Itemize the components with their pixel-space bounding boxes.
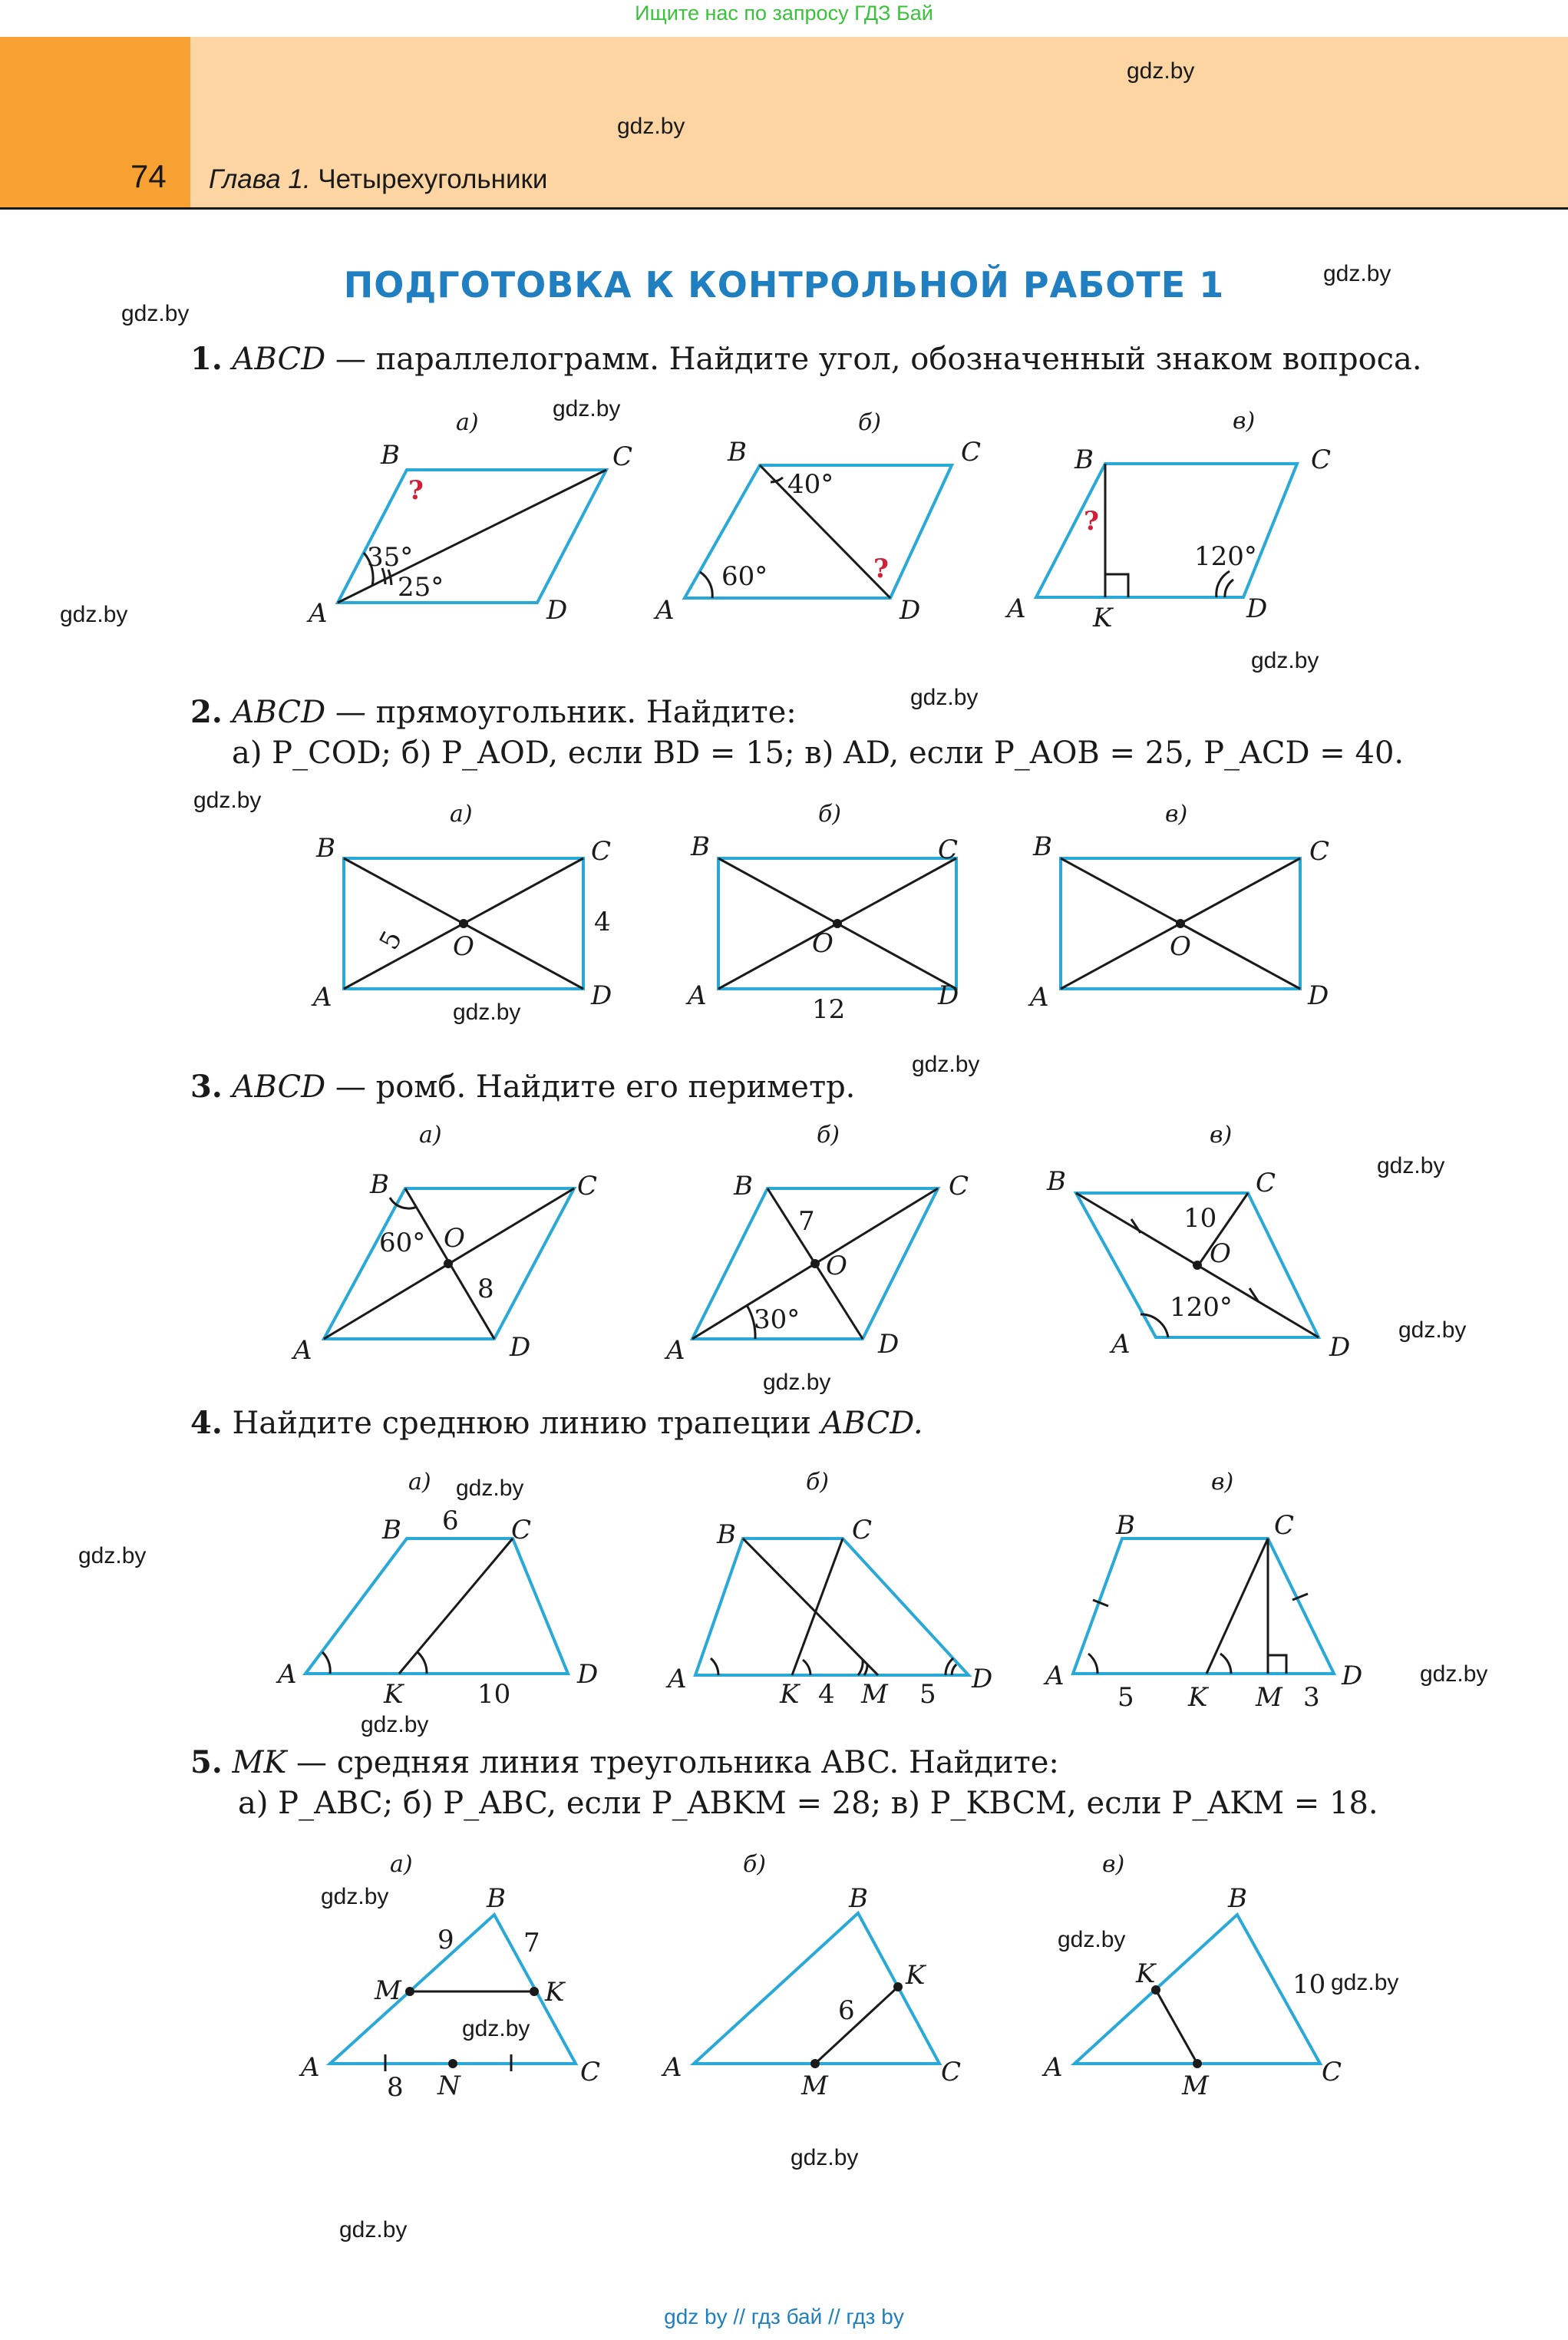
figure-label: A bbox=[313, 982, 332, 1013]
figure-label: D bbox=[1342, 1661, 1363, 1691]
figure-label: A bbox=[1044, 2052, 1063, 2083]
task-subject: ABCD bbox=[232, 342, 326, 377]
watermark: gdz.by bbox=[456, 1476, 524, 1501]
figure-label: C bbox=[852, 1515, 873, 1545]
figure-label: A bbox=[1111, 1329, 1131, 1360]
figure-label: 8 bbox=[477, 1274, 494, 1304]
sub-label: а) bbox=[408, 1469, 431, 1496]
fig4b-trapezoid bbox=[695, 1539, 969, 1675]
figure-label: A bbox=[663, 2052, 682, 2083]
question-mark: ? bbox=[873, 554, 889, 584]
figure-label: A bbox=[278, 1659, 297, 1690]
figure-label: 12 bbox=[812, 994, 846, 1025]
figure-label: 7 bbox=[523, 1928, 540, 1958]
watermark: gdz.by bbox=[78, 1543, 147, 1568]
figure-label: A bbox=[688, 980, 707, 1011]
figure-label: B bbox=[717, 1519, 736, 1550]
sub-label: а) bbox=[450, 801, 473, 828]
page-number: 74 bbox=[130, 158, 167, 194]
task-2-conditions: а) P_COD; б) P_AOD, если BD = 15; в) AD, если P_AOB = 25, P_ACD = 40. bbox=[232, 735, 1405, 771]
watermark: gdz.by bbox=[339, 2217, 408, 2242]
figure-label: C bbox=[1311, 445, 1332, 475]
watermark: gdz.by bbox=[462, 2016, 530, 2041]
figure-label: 5 bbox=[919, 1679, 936, 1710]
watermark: gdz.by bbox=[1377, 1153, 1445, 1178]
figure-label: O bbox=[1170, 931, 1191, 962]
figure-label: B bbox=[734, 1171, 753, 1201]
figure-label: 120° bbox=[1194, 541, 1257, 572]
figure-label: K bbox=[545, 1977, 565, 2008]
figure-label: D bbox=[900, 595, 921, 626]
figure-label: C bbox=[580, 2057, 601, 2087]
section-title: ПОДГОТОВКА К КОНТРОЛЬНОЙ РАБОТЕ 1 bbox=[343, 264, 1225, 306]
figure-label: M bbox=[801, 2071, 828, 2101]
figure-label: K bbox=[1093, 603, 1113, 633]
task-number: 5. bbox=[190, 1744, 223, 1780]
sub-label: а) bbox=[390, 1851, 413, 1878]
figure-label: A bbox=[309, 598, 328, 629]
question-mark: ? bbox=[408, 475, 424, 506]
task-subject: ABCD bbox=[232, 695, 326, 730]
watermark: gdz.by bbox=[910, 685, 979, 710]
sub-figure-labels bbox=[390, 408, 1255, 1878]
watermark: gdz.by bbox=[553, 396, 621, 421]
figure-label: M bbox=[861, 1679, 888, 1710]
watermark: gdz.by bbox=[1323, 261, 1391, 286]
watermark: gdz.by bbox=[1251, 648, 1319, 673]
figure-label: C bbox=[961, 437, 982, 468]
figure-label: 5 bbox=[1117, 1682, 1134, 1713]
watermark: gdz.by bbox=[361, 1712, 429, 1737]
question-mark: ? bbox=[1084, 506, 1099, 537]
figure-label: 6 bbox=[442, 1505, 459, 1536]
task-statement: — параллелограмм. Найдите угол, обозначенный знаком вопроса. bbox=[335, 342, 1422, 377]
figure-label: M bbox=[375, 1975, 401, 2006]
figure-label: K bbox=[1136, 1958, 1156, 1989]
watermark: gdz.by bbox=[1127, 58, 1195, 84]
measure-labels bbox=[367, 469, 1325, 2103]
figure-label: 60° bbox=[721, 561, 768, 592]
task-number: 1. bbox=[190, 341, 223, 377]
sub-label: б) bbox=[818, 801, 842, 828]
figure-label: O bbox=[826, 1251, 847, 1281]
figure-label: D bbox=[510, 1332, 531, 1363]
figure-label: 4 bbox=[594, 907, 611, 937]
figure-label: 25° bbox=[398, 572, 444, 603]
figure-label: C bbox=[941, 2057, 962, 2087]
figure-label: M bbox=[1182, 2071, 1209, 2101]
figure-label: 9 bbox=[437, 1925, 454, 1955]
figure-label: D bbox=[546, 595, 568, 626]
figure-label: D bbox=[972, 1664, 993, 1694]
figure-label: D bbox=[1329, 1332, 1351, 1363]
figure-label: B bbox=[370, 1169, 389, 1200]
task-number: 2. bbox=[190, 694, 223, 730]
sub-label: в) bbox=[1211, 1469, 1234, 1496]
figure-label: B bbox=[691, 831, 710, 862]
figure-label: D bbox=[1246, 593, 1268, 624]
task-statement: — прямоугольник. Найдите: bbox=[335, 695, 797, 730]
watermark: gdz.by bbox=[1058, 1927, 1126, 1952]
watermark: gdz.by bbox=[1420, 1661, 1488, 1687]
task-5-conditions: а) P_ABC; б) P_ABC, если P_ABKM = 28; в) P_KBCM, если P_AKM = 18. bbox=[238, 1786, 1378, 1821]
task-subject: MK bbox=[232, 1745, 287, 1780]
fig4a-trapezoid bbox=[305, 1539, 568, 1674]
watermark: gdz.by bbox=[791, 2145, 859, 2170]
top-search-hint[interactable]: Ищите нас по запросу ГДЗ Бай bbox=[635, 2, 933, 25]
fig4c-trapezoid bbox=[1073, 1539, 1334, 1674]
fig5b-triangle bbox=[694, 1913, 939, 2064]
chapter-label: Глава 1. bbox=[209, 164, 311, 194]
task-number: 4. bbox=[190, 1405, 223, 1441]
figure-label: C bbox=[511, 1515, 532, 1545]
figure-label: C bbox=[591, 836, 612, 867]
figure-label: B bbox=[1228, 1883, 1247, 1914]
sub-label: б) bbox=[743, 1851, 767, 1878]
figure-label: 60° bbox=[379, 1228, 426, 1258]
watermark: gdz.by bbox=[121, 301, 190, 326]
fig1c-parallelogram bbox=[1036, 464, 1297, 597]
watermark: gdz.by bbox=[321, 1884, 389, 1909]
figure-label: C bbox=[1309, 836, 1330, 867]
task-subject: ABCD. bbox=[820, 1406, 923, 1441]
figure-label: 10 bbox=[477, 1679, 511, 1710]
sub-label: а) bbox=[456, 409, 479, 436]
task-subject: ABCD bbox=[232, 1069, 326, 1105]
figure-label: A bbox=[1030, 982, 1049, 1013]
figure-label: A bbox=[655, 595, 675, 626]
watermark: gdz.by bbox=[60, 602, 128, 627]
figure-label: 4 bbox=[818, 1679, 835, 1710]
figure-label: A bbox=[1007, 593, 1026, 624]
watermark: gdz.by bbox=[1398, 1317, 1467, 1343]
watermark: gdz.by bbox=[912, 1052, 980, 1077]
figure-label: 35° bbox=[367, 542, 414, 573]
figure-label: B bbox=[1116, 1510, 1135, 1541]
figure-label: B bbox=[849, 1883, 868, 1914]
watermark: gdz.by bbox=[453, 1000, 521, 1025]
sub-label: в) bbox=[1210, 1122, 1233, 1149]
task-number: 3. bbox=[190, 1069, 223, 1105]
sub-label: б) bbox=[817, 1122, 840, 1149]
figure-label: K bbox=[1188, 1682, 1208, 1713]
chapter-title: Четырехугольники bbox=[318, 164, 548, 194]
figure-label: A bbox=[668, 1664, 687, 1694]
watermark: gdz.by bbox=[1331, 1970, 1399, 1995]
sub-label: в) bbox=[1102, 1851, 1125, 1878]
figure-label: 8 bbox=[387, 2072, 404, 2103]
figure-label: D bbox=[1308, 980, 1329, 1011]
figure-label: C bbox=[1256, 1168, 1276, 1198]
task-statement: — ромб. Найдите его периметр. bbox=[335, 1069, 856, 1105]
figure-label: D bbox=[591, 980, 612, 1011]
figure-label: C bbox=[612, 441, 633, 472]
task-statement: Найдите среднюю линию трапеции bbox=[232, 1406, 811, 1441]
figure-label: K bbox=[384, 1679, 404, 1710]
figure-label: 40° bbox=[787, 469, 834, 500]
figure-label: 3 bbox=[1303, 1682, 1320, 1713]
figure-label: M bbox=[1256, 1682, 1282, 1713]
figure-label: K bbox=[906, 1960, 926, 1991]
figure-label: C bbox=[949, 1171, 969, 1201]
fig5c-triangle bbox=[1074, 1915, 1320, 2064]
watermark: gdz.by bbox=[763, 1370, 831, 1395]
figure-label: C bbox=[1322, 2057, 1342, 2087]
figure-label: D bbox=[938, 980, 959, 1011]
task-statement: — средняя линия треугольника ABC. Найдите: bbox=[296, 1745, 1059, 1780]
sub-label: б) bbox=[806, 1469, 830, 1496]
figure-label: D bbox=[577, 1659, 599, 1690]
figure-label: 10 bbox=[1183, 1203, 1217, 1234]
figure-label: B bbox=[487, 1883, 506, 1914]
sub-label: в) bbox=[1233, 408, 1256, 435]
figure-label: B bbox=[1047, 1166, 1066, 1197]
figure-label: B bbox=[316, 833, 335, 864]
sub-label: в) bbox=[1165, 801, 1188, 828]
figure-label: B bbox=[1033, 831, 1052, 862]
figure-label: C bbox=[938, 835, 959, 865]
figure-label: O bbox=[1210, 1238, 1231, 1269]
figure-label: 30° bbox=[754, 1304, 801, 1335]
footer-links[interactable]: gdz by // гдз бай // гдз by bbox=[664, 2305, 904, 2328]
figure-label: B bbox=[728, 437, 747, 468]
figure-label: 10 bbox=[1292, 1969, 1326, 2000]
figure-label: O bbox=[812, 928, 834, 959]
sub-label: а) bbox=[419, 1122, 442, 1149]
watermark: gdz.by bbox=[193, 788, 262, 813]
figure-label: B bbox=[382, 1515, 401, 1545]
sub-label: б) bbox=[858, 409, 882, 436]
figure-label: A bbox=[1045, 1661, 1065, 1691]
figure-label: 120° bbox=[1170, 1292, 1233, 1323]
figure-label: D bbox=[878, 1329, 900, 1360]
figure-label: N bbox=[437, 2071, 460, 2101]
figure-label: 7 bbox=[798, 1206, 815, 1237]
figure-label: 5 bbox=[373, 925, 409, 955]
figure-label: B bbox=[381, 440, 400, 471]
figure-label: A bbox=[666, 1335, 685, 1366]
figure-label: B bbox=[1074, 445, 1094, 475]
figure-label: C bbox=[1274, 1510, 1295, 1541]
figure-label: 6 bbox=[838, 1995, 855, 2026]
figure-label: A bbox=[301, 2052, 320, 2083]
figure-label: O bbox=[444, 1223, 465, 1254]
figure-label: O bbox=[453, 931, 474, 962]
figure-label: K bbox=[780, 1679, 800, 1710]
figure-label: C bbox=[577, 1171, 598, 1201]
watermark: gdz.by bbox=[617, 114, 685, 139]
figure-label: A bbox=[293, 1335, 312, 1366]
